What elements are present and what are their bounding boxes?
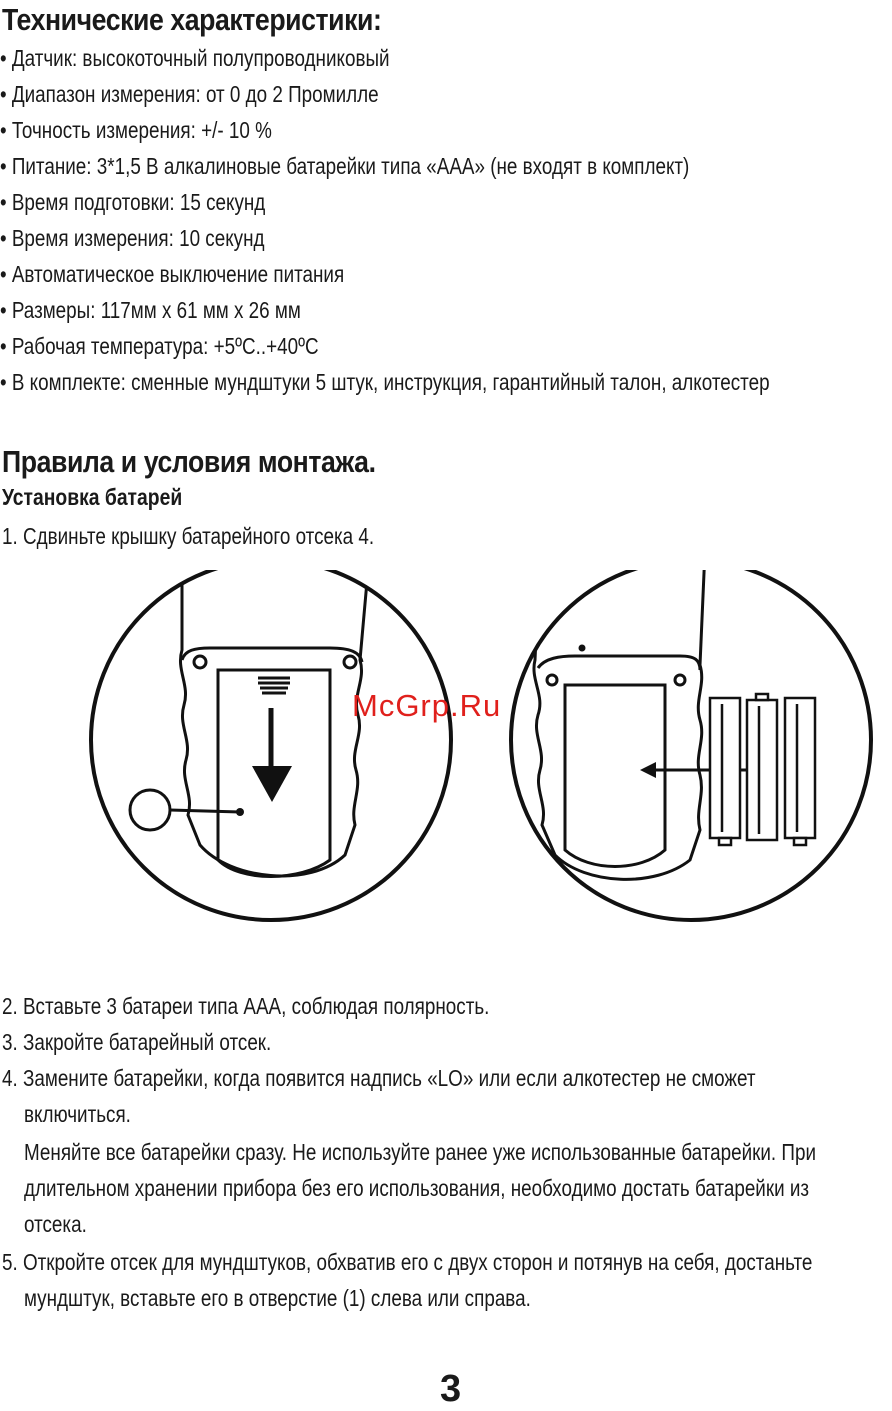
step-4-line-3: Меняйте все батарейки сразу. Не используйте ранее уже использованные батарейки. При <box>24 1139 816 1165</box>
step-5-line-1: 5. Откройте отсек для мундштуков, обхватив его с двух сторон и потянув на себя, достаньте <box>2 1249 813 1275</box>
mounting-title: Правила и условия монтажа. <box>2 444 376 479</box>
page-number: 3 <box>440 1368 462 1410</box>
spec-item: • Рабочая температура: +5ºC..+40ºC <box>0 333 319 359</box>
step-4-line-1: 4. Замените батарейки, когда появится надпись «LO» или если алкотестер не сможет <box>2 1065 756 1091</box>
spec-item: • В комплекте: сменные мундштуки 5 штук, инструкция, гарантийный талон, алкотестер <box>0 369 770 395</box>
step-5-line-2: мундштук, вставьте его в отверстие (1) слева или справа. <box>24 1285 531 1311</box>
left-detail-circle <box>91 570 451 920</box>
watermark-text: McGrp.Ru <box>352 688 502 723</box>
spec-item: • Питание: 3*1,5 В алкалиновые батарейки типа «AAA» (не входят в комплект) <box>0 153 690 179</box>
step-4-line-2: включиться. <box>24 1101 131 1127</box>
battery-subtitle: Установка батарей <box>2 484 183 510</box>
step-3: 3. Закройте батарейный отсек. <box>2 1029 272 1055</box>
step-1: 1. Сдвиньте крышку батарейного отсека 4. <box>2 523 375 549</box>
spec-item: • Автоматическое выключение питания <box>0 261 345 287</box>
right-detail-circle <box>511 570 871 920</box>
spec-item: • Время измерения: 10 секунд <box>0 225 265 251</box>
spec-item: • Диапазон измерения: от 0 до 2 Промилле <box>0 81 379 107</box>
spec-item: • Размеры: 117мм х 61 мм х 26 мм <box>0 297 301 323</box>
spec-item: • Датчик: высокоточный полупроводниковый <box>0 45 390 71</box>
step-4-line-4: длительном хранении прибора без его использования, необходимо достать батарейки из <box>24 1175 810 1201</box>
aaa-batteries <box>710 694 815 845</box>
step-2: 2. Вставьте 3 батареи типа ААА, соблюдая полярность. <box>2 993 490 1019</box>
spec-item: • Время подготовки: 15 секунд <box>0 189 266 215</box>
battery-install-illustration <box>0 570 892 950</box>
specs-title: Технические характеристики: <box>2 2 382 37</box>
step-4-line-5: отсека. <box>24 1211 87 1237</box>
spec-item: • Точность измерения: +/- 10 % <box>0 117 272 143</box>
